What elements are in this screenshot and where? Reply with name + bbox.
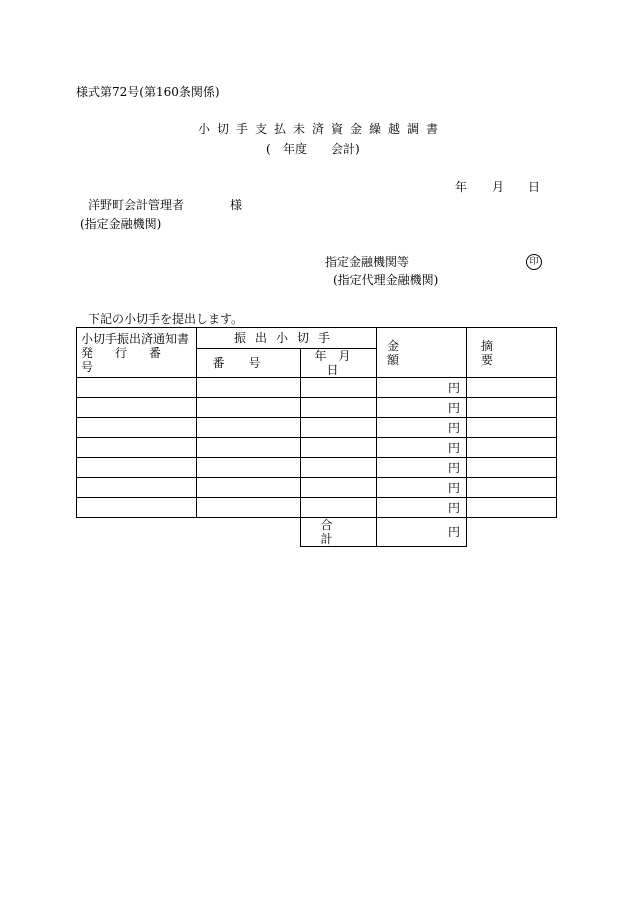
fiscal-open: ( [266,142,271,156]
date-month-label: 月 [492,180,505,194]
table-header-row-1 [77,328,557,349]
cell-notice-number[interactable] [77,478,197,498]
cell-amount[interactable]: 円 [377,438,467,458]
check-table [76,327,557,547]
document-title: 小切手支払未済資金繰越調書 [198,122,446,136]
cell-remarks[interactable] [467,438,557,458]
addressee-note: (指定金融機関) [80,217,162,231]
total-spacer [77,518,197,547]
addressee-name: 洋野町会計管理者 [88,198,185,212]
cell-check-number[interactable] [197,478,301,498]
fiscal-account-label: 会計) [331,142,360,156]
total-spacer [467,518,557,547]
cell-check-date[interactable] [301,398,377,418]
cell-check-date[interactable] [301,498,377,518]
cell-check-number[interactable] [197,398,301,418]
total-row [77,518,557,547]
cell-notice-number[interactable] [77,438,197,458]
table-row [77,478,557,498]
col-amount-header: 金額 [377,328,467,378]
col-number-header: 番号 [197,349,301,378]
cell-check-date[interactable] [301,418,377,438]
cell-amount[interactable]: 円 [377,398,467,418]
cell-amount[interactable]: 円 [377,418,467,438]
cell-notice-number[interactable] [77,418,197,438]
cell-notice-number[interactable] [77,378,197,398]
table-row [77,438,557,458]
addressee-honorific: 様 [230,198,243,212]
table-row [77,418,557,438]
cell-check-number[interactable] [197,378,301,398]
cell-check-number[interactable] [197,418,301,438]
date-year-label: 年 [455,180,468,194]
cell-amount[interactable]: 円 [377,458,467,478]
cell-remarks[interactable] [467,458,557,478]
intro-text: 下記の小切手を提出します。 [88,312,244,326]
cell-notice-number[interactable] [77,398,197,418]
cell-remarks[interactable] [467,498,557,518]
cell-notice-number[interactable] [77,458,197,478]
cell-check-date[interactable] [301,438,377,458]
date-day-label: 日 [528,180,541,194]
cell-check-number[interactable] [197,498,301,518]
col-date-header: 年月日 [301,349,377,378]
issuer-note: (指定代理金融機関) [333,273,439,287]
form-number: 様式第72号(第160条関係) [76,85,220,99]
cell-check-date[interactable] [301,478,377,498]
cell-remarks[interactable] [467,478,557,498]
cell-check-date[interactable] [301,378,377,398]
total-amount[interactable]: 円 [377,518,467,547]
table-row [77,398,557,418]
cell-check-number[interactable] [197,458,301,478]
fiscal-year-label: 年度 [283,142,308,156]
col-notice-line2: 発行番号 [81,345,184,374]
col-issued-check-header: 振出小切手 [197,328,377,349]
col-remarks-header: 摘要 [467,328,557,378]
cell-amount[interactable]: 円 [377,498,467,518]
cell-check-number[interactable] [197,438,301,458]
cell-check-date[interactable] [301,458,377,478]
total-spacer [197,518,301,547]
cell-notice-number[interactable] [77,498,197,518]
col-notice-header [77,328,197,378]
total-label: 合計 [301,518,377,547]
cell-amount[interactable]: 円 [377,378,467,398]
cell-amount[interactable]: 円 [377,478,467,498]
cell-remarks[interactable] [467,398,557,418]
issuer-name: 指定金融機関等 [325,255,410,269]
col-notice-line1: 小切手振出済通知書 [81,331,190,346]
table-row [77,498,557,518]
cell-remarks[interactable] [467,378,557,398]
seal-mark: 印 [526,254,542,270]
cell-remarks[interactable] [467,418,557,438]
table-row [77,458,557,478]
table-row [77,378,557,398]
